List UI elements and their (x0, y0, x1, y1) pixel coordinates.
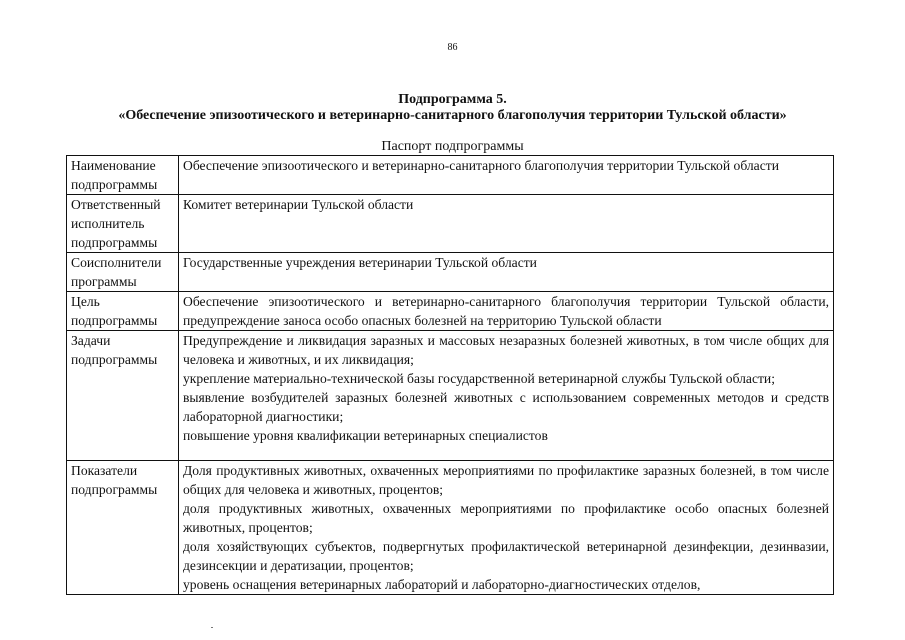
value-line: Доля продуктивных животных, охваченных мероприятиями по профилактике заразных болезней, в том числе общих для человека и животных, процентов; (183, 463, 829, 497)
table-row-indicators (67, 461, 834, 595)
passport-table (66, 155, 834, 595)
value-line: выявление возбудителей заразных болезней животных с использованием современных методов и средств лабораторной диагностики; (183, 390, 829, 424)
subprogram-heading: Подпрограмма 5. (398, 92, 507, 107)
row-value (179, 156, 834, 195)
value-line: Комитет ветеринарии Тульской области (183, 197, 414, 212)
row-label: Цель подпрограммы (67, 292, 179, 331)
value-line: Обеспечение эпизоотического и ветеринарно-санитарного благополучия территории Тульской области, предупреждение заноса особо опасных болезней на территорию Тульской области (183, 294, 829, 328)
row-value (179, 331, 834, 461)
row-label: Ответственный исполнитель подпрограммы (67, 195, 179, 253)
row-label: Наименование подпрограммы (67, 156, 179, 195)
value-line: Обеспечение эпизоотического и ветеринарно-санитарного благополучия территории Тульской области (183, 158, 779, 173)
table-row-name (67, 156, 834, 195)
value-line: Государственные учреждения ветеринарии Тульской области (183, 255, 537, 270)
row-label: Задачи подпрограммы (67, 331, 179, 461)
table-row-tasks (67, 331, 834, 461)
row-value (179, 253, 834, 292)
row-label: Показатели подпрограммы (67, 461, 179, 595)
value-line: Предупреждение и ликвидация заразных и массовых незаразных болезней животных, в том числе общих для человека и животных, и их ликвидация; (183, 333, 829, 367)
scan-speck (211, 627, 213, 628)
row-value (179, 195, 834, 253)
page-number: 86 (447, 42, 458, 53)
table-row-responsible (67, 195, 834, 253)
value-line: уровень оснащения ветеринарных лабораторий и лабораторно-диагностических отделов, (183, 577, 701, 592)
value-line: доля хозяйствующих субъектов, подвергнутых профилактической ветеринарной дезинфекции, дезинвазии, дезинсекции и дератизации, процентов; (183, 539, 829, 573)
value-line: укрепление материально-технической базы государственной ветеринарной службы Тульской области; (183, 371, 775, 386)
table-row-coexecutors (67, 253, 834, 292)
value-line: доля продуктивных животных, охваченных мероприятиями по профилактике особо опасных болезней животных, процентов; (183, 501, 829, 535)
subprogram-title: «Обеспечение эпизоотического и ветеринарно-санитарного благополучия территории Тульской области» (118, 108, 787, 123)
table-row-goal (67, 292, 834, 331)
row-value (179, 461, 834, 595)
row-value (179, 292, 834, 331)
value-line: повышение уровня квалификации ветеринарных специалистов (183, 428, 548, 443)
row-label: Соисполнители программы (67, 253, 179, 292)
passport-title: Паспорт подпрограммы (381, 139, 524, 154)
